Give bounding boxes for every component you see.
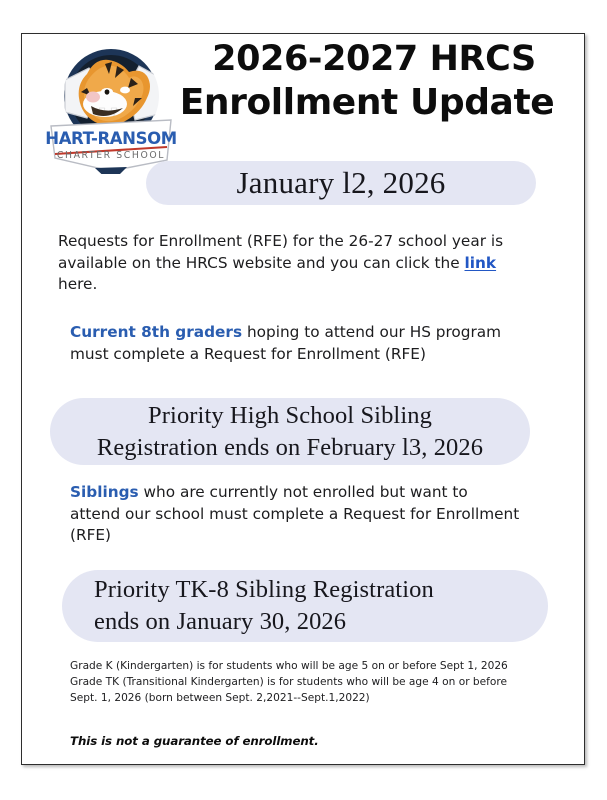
tk8-sibling-deadline-line-1: Priority TK-8 Sibling Registration bbox=[94, 575, 434, 603]
hs-sibling-deadline-pill bbox=[50, 398, 530, 465]
siblings-highlight: Siblings bbox=[70, 483, 139, 501]
page-title bbox=[172, 38, 576, 125]
fine-print-line-2: Grade TK (Transitional Kindergarten) is for students who will be age 4 on or before bbox=[70, 675, 508, 688]
logo-banner-bottom: CHARTER SCHOOL bbox=[56, 150, 166, 161]
eighth-graders-rest: hoping to attend our HS program must complete a Request for Enrollment (RFE) bbox=[70, 323, 502, 363]
date-pill bbox=[146, 161, 536, 205]
eighth-graders-highlight: Current 8th graders bbox=[70, 323, 243, 341]
title-line-2: Enrollment Update bbox=[179, 82, 555, 124]
hs-sibling-deadline-line-1: Priority High School Sibling bbox=[148, 402, 432, 430]
fine-print-line-1: Grade K (Kindergarten) is for students who will be age 5 on or before Sept 1, 2026 bbox=[70, 660, 508, 672]
logo-banner-top: HART-RANSOM bbox=[45, 129, 177, 148]
flyer-page bbox=[21, 33, 585, 765]
intro-paragraph-part1: Requests for Enrollment (RFE) for the 26-27 school year is available on the HRCS website and you can click the bbox=[58, 232, 504, 272]
grade-age-fine-print bbox=[70, 659, 540, 707]
siblings-paragraph bbox=[70, 482, 520, 547]
title-line-1: 2026-2027 HRCS bbox=[212, 39, 536, 79]
tk8-sibling-deadline-pill bbox=[62, 570, 548, 642]
flyer-header bbox=[22, 34, 584, 161]
rfe-link[interactable]: link bbox=[464, 253, 497, 272]
intro-paragraph-part2: here. bbox=[58, 275, 98, 294]
tk8-sibling-deadline-line-2: ends on January 30, 2026 bbox=[94, 608, 347, 635]
hs-sibling-deadline-line-2: Registration ends on February l3, 2026 bbox=[96, 433, 484, 461]
siblings-rest: who are currently not enrolled but want to attend our school must complete a Request for Enrollment (RFE) bbox=[70, 483, 520, 545]
intro-paragraph bbox=[58, 231, 528, 296]
date-pill-label: January l2, 2026 bbox=[236, 165, 446, 200]
eighth-graders-paragraph bbox=[70, 322, 530, 365]
enrollment-disclaimer: This is not a guarantee of enrollment. bbox=[70, 734, 319, 748]
fine-print-line-3: Sept. 1, 2026 (born between Sept. 2,2021--Sept.1,2022) bbox=[70, 691, 370, 704]
